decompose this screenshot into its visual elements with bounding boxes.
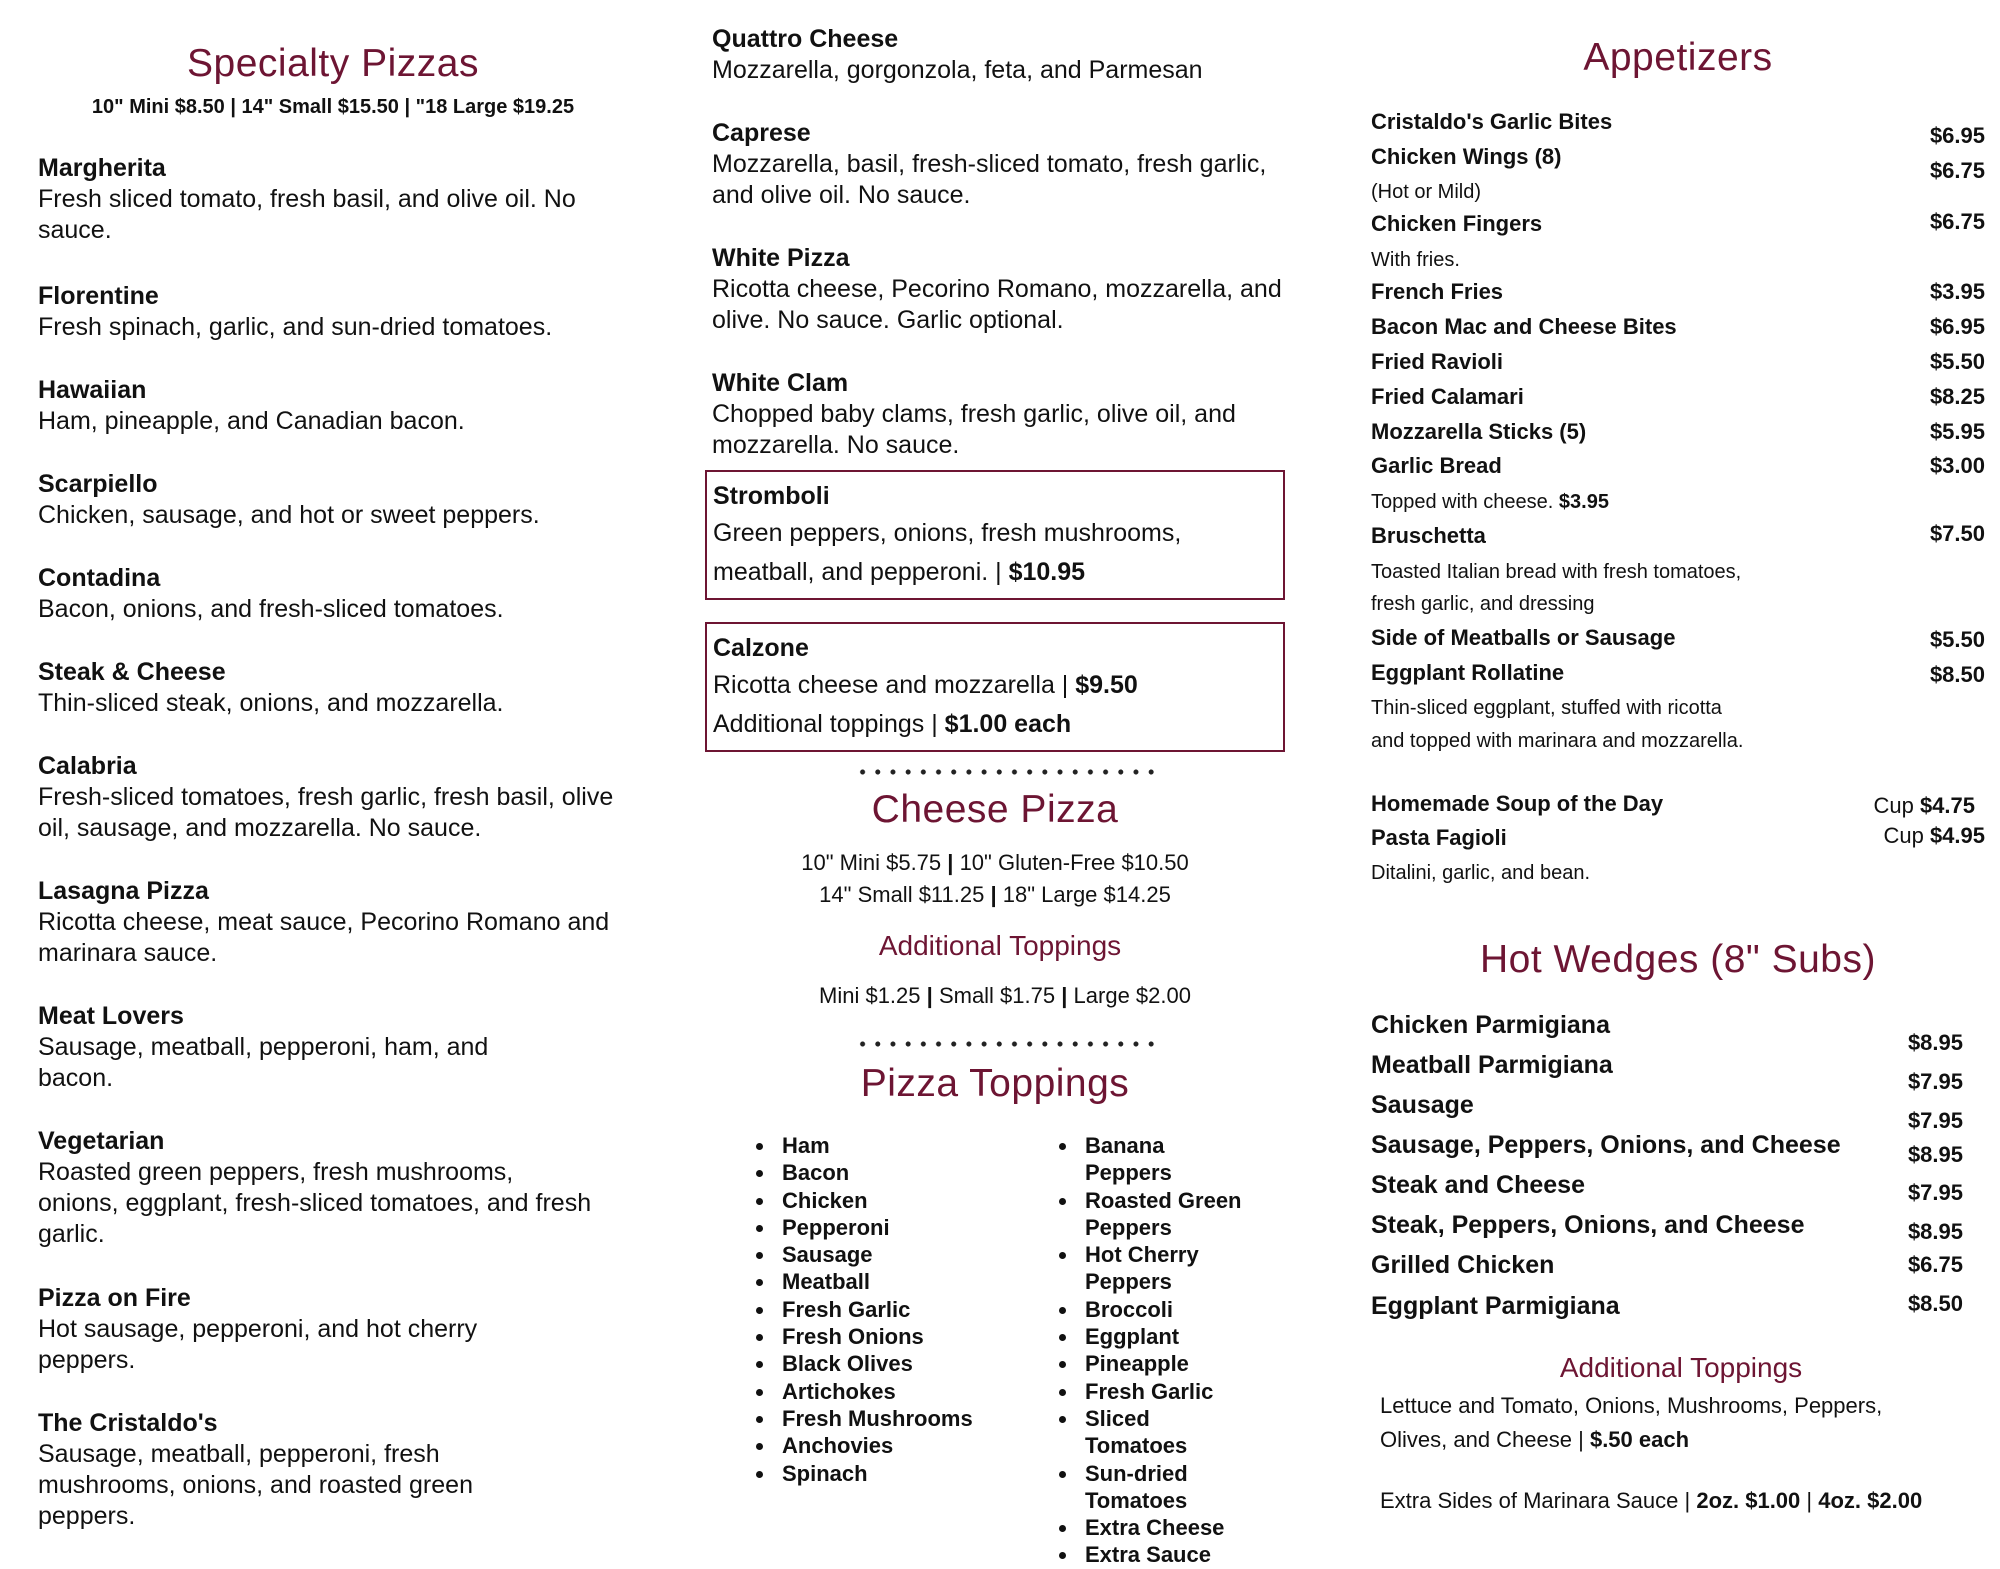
pizza-desc: Fresh spinach, garlic, and sun-dried tomatoes. (38, 313, 553, 341)
list-item: Fresh Onions (752, 1323, 1012, 1350)
pizza-desc: Chopped baby clams, fresh garlic, olive oil, and mozzarella. No sauce. (712, 400, 1236, 459)
appetizer-row (1371, 348, 1985, 376)
appetizer-price: $6.95 (1929, 314, 1985, 339)
pizza-name: Lasagna Pizza (38, 877, 209, 905)
wedge-price: $7.95 (1907, 1108, 1963, 1133)
list-item: Fresh Garlic (1055, 1378, 1255, 1405)
separator: | (1806, 1488, 1813, 1513)
pizza-desc: Bacon, onions, and fresh-sliced tomatoes. (38, 595, 504, 623)
wedge-row (1371, 1010, 1981, 1055)
list-item: Artichokes (752, 1378, 1012, 1405)
toppings-list-left (752, 1132, 1012, 1487)
wedges-additional-text: Olives, and Cheese | (1380, 1427, 1584, 1452)
fagioli-prefix: Cup (1883, 823, 1924, 848)
wedge-row (1371, 1250, 1981, 1280)
appetizer-row (1371, 313, 1985, 341)
list-item: Fresh Mushrooms (752, 1405, 1012, 1432)
pizza-name: Florentine (38, 282, 159, 310)
cheese-pizza-sizes-1 (705, 850, 1285, 876)
appetizer-name: Chicken Fingers (1371, 211, 1543, 236)
list-item: Ham (752, 1132, 1012, 1159)
list-item: Sun-dried Tomatoes (1055, 1460, 1255, 1515)
pizza-desc: Mozzarella, basil, fresh-sliced tomato, fresh garlic, and olive oil. No sauce. (712, 150, 1267, 209)
wedge-price: $7.95 (1907, 1180, 1963, 1205)
appetizer-price: $8.50 (1929, 662, 1985, 687)
wedge-name: Chicken Parmigiana (1371, 1011, 1610, 1039)
topping-mini-price: Mini $1.25 (819, 983, 921, 1008)
list-item: Meatball (752, 1268, 1012, 1295)
pizza-item (38, 1283, 628, 1376)
marinara-text: Extra Sides of Marinara Sauce | (1380, 1488, 1691, 1513)
specialty-title: Specialty Pizzas (187, 42, 479, 85)
pizza-item (38, 1001, 628, 1094)
pizza-item (38, 657, 628, 719)
dot-divider (855, 768, 1160, 776)
appetizer-note: Toasted Italian bread with fresh tomatoes, (1371, 561, 1742, 583)
wedges-title: Hot Wedges (8" Subs) (1480, 938, 1876, 981)
list-item: Chicken (752, 1187, 1012, 1214)
list-item: Banana Peppers (1055, 1132, 1255, 1187)
list-item: Eggplant (1055, 1323, 1255, 1350)
pizza-name: Calabria (38, 752, 137, 780)
marinara-extra-line (1380, 1488, 1922, 1514)
fagioli-name: Pasta Fagioli (1371, 825, 1507, 850)
pizza-desc: Ham, pineapple, and Canadian bacon. (38, 407, 465, 435)
list-item: Bacon (752, 1159, 1012, 1186)
wedge-name: Grilled Chicken (1371, 1251, 1555, 1279)
wedge-row (1371, 1210, 1981, 1244)
calzone-line1 (713, 666, 1277, 705)
wedge-row (1371, 1090, 1981, 1133)
stromboli-desc (713, 514, 1253, 592)
soup-price (1873, 792, 1975, 820)
specialty-sizes: 10" Mini $8.50 | 14" Small $15.50 | "18 Large $19.25 (91, 96, 575, 118)
appetizer-row (1371, 143, 1985, 183)
appetizer-name: Eggplant Rollatine (1371, 660, 1565, 685)
appetizer-price: $5.50 (1929, 349, 1985, 374)
list-item: Extra Cheese (1055, 1514, 1255, 1541)
marinara-2oz-price: 2oz. $1.00 (1696, 1488, 1801, 1513)
wedge-name: Sausage, Peppers, Onions, and Cheese (1371, 1131, 1841, 1159)
appetizer-row (1371, 278, 1985, 306)
soup-prefix: Cup (1873, 793, 1914, 818)
wedge-row (1371, 1130, 1981, 1167)
pizza-item (38, 1126, 628, 1250)
pizza-name: Scarpiello (38, 470, 158, 498)
pizza-desc: Thin-sliced steak, onions, and mozzarella. (38, 689, 504, 717)
pizza-item (712, 118, 1302, 211)
pizza-name: Pizza on Fire (38, 1284, 191, 1312)
pizza-desc: Sausage, meatball, pepperoni, fresh mushrooms, onions, and roasted green peppers. (38, 1440, 473, 1530)
cheese-additional-toppings-prices (705, 983, 1305, 1009)
calzone-box (705, 622, 1285, 752)
pizza-item (38, 1408, 628, 1532)
appetizer-price: $5.95 (1929, 419, 1985, 444)
dot-divider (855, 1040, 1160, 1048)
wedges-additional-line2 (1380, 1427, 1689, 1453)
fagioli-row (1371, 824, 1985, 852)
pizza-desc: Sausage, meatball, pepperoni, ham, and bacon. (38, 1033, 489, 1092)
pizza-desc: Chicken, sausage, and hot or sweet peppers. (38, 501, 540, 529)
appetizers-title: Appetizers (1583, 36, 1773, 79)
appetizer-row (1371, 383, 1985, 411)
pizza-item (38, 563, 628, 625)
stromboli-price: $10.95 (1008, 558, 1086, 586)
wedge-row (1371, 1050, 1981, 1094)
soup-row (1371, 790, 1985, 818)
wedge-name: Sausage (1371, 1091, 1474, 1119)
list-item: Spinach (752, 1460, 1012, 1487)
pizza-item (38, 375, 628, 437)
appetizer-name: Mozzarella Sticks (5) (1371, 419, 1587, 444)
appetizer-price: $6.75 (1929, 158, 1985, 183)
pizza-name: White Pizza (712, 244, 850, 272)
pizza-item (38, 281, 628, 343)
wedge-price: $8.95 (1907, 1030, 1963, 1055)
appetizer-name: Fried Ravioli (1371, 349, 1504, 374)
appetizer-price: $3.00 (1929, 453, 1985, 478)
stromboli-box (705, 470, 1285, 600)
list-item: Hot Cherry Peppers (1055, 1241, 1255, 1296)
topping-small-price: Small $1.75 (938, 983, 1056, 1008)
separator: | (990, 882, 997, 907)
pizza-desc: Hot sausage, pepperoni, and hot cherry peppers. (38, 1315, 478, 1374)
appetizer-price: $8.25 (1929, 384, 1985, 409)
appetizer-note: (Hot or Mild) (1371, 181, 1482, 203)
appetizer-price: $6.75 (1929, 209, 1985, 234)
appetizer-note-price: $3.95 (1558, 491, 1609, 513)
separator: | (1061, 983, 1068, 1008)
list-item: Sliced Tomatoes (1055, 1405, 1255, 1460)
calzone-line2 (713, 705, 1277, 744)
wedge-price: $8.95 (1907, 1142, 1963, 1167)
pizza-item (38, 469, 628, 531)
pizza-desc: Roasted green peppers, fresh mushrooms, onions, eggplant, fresh-sliced tomatoes, and fresh garlic. (38, 1158, 592, 1248)
calzone-toppings-price: $1.00 each (944, 710, 1072, 738)
appetizer-note-text: Topped with cheese. (1371, 491, 1554, 513)
wedges-additional-line1: Lettuce and Tomato, Onions, Mushrooms, Peppers, (1380, 1393, 1883, 1418)
appetizer-row (1371, 522, 1985, 550)
pizza-desc: Fresh sliced tomato, fresh basil, and olive oil. No sauce. (38, 185, 576, 244)
toppings-list-right (1055, 1132, 1255, 1569)
separator: | (947, 850, 954, 875)
wedge-name: Steak and Cheese (1371, 1171, 1585, 1199)
cheese-pizza-title: Cheese Pizza (871, 788, 1119, 831)
pizza-desc: Fresh-sliced tomatoes, fresh garlic, fresh basil, olive oil, sausage, and mozzarella. No sauce. (38, 783, 614, 842)
appetizer-name: Garlic Bread (1371, 453, 1502, 478)
stromboli-name: Stromboli (713, 482, 830, 510)
list-item: Anchovies (752, 1432, 1012, 1459)
list-item: Fresh Garlic (752, 1296, 1012, 1323)
appetizer-name: Bruschetta (1371, 523, 1486, 548)
appetizer-row (1371, 452, 1985, 480)
calzone-price: $9.50 (1075, 671, 1138, 699)
calzone-name: Calzone (713, 634, 809, 662)
appetizer-row (1371, 108, 1985, 148)
wedge-price: $8.95 (1907, 1219, 1963, 1244)
list-item: Black Olives (752, 1350, 1012, 1377)
pizza-name: Caprese (712, 119, 811, 147)
pizza-name: White Clam (712, 369, 849, 397)
cheese-additional-toppings-title: Additional Toppings (878, 930, 1122, 961)
appetizer-name: Bacon Mac and Cheese Bites (1371, 314, 1677, 339)
appetizer-price: $3.95 (1929, 279, 1985, 304)
fagioli-price-value: $4.95 (1929, 823, 1985, 848)
wedge-price: $7.95 (1907, 1069, 1963, 1094)
appetizer-row (1371, 624, 1985, 652)
appetizer-row (1371, 418, 1985, 446)
list-item: Extra Sauce (1055, 1541, 1255, 1568)
pizza-item (712, 368, 1302, 461)
topping-large-price: Large $2.00 (1073, 983, 1191, 1008)
wedges-additional-toppings-title: Additional Toppings (1559, 1352, 1803, 1383)
stromboli-desc-text: Green peppers, onions, fresh mushrooms, meatball, and pepperoni. | (713, 519, 1182, 586)
marinara-4oz-price: 4oz. $2.00 (1818, 1488, 1923, 1513)
appetizer-name: Chicken Wings (8) (1371, 144, 1562, 169)
pizza-name: Meat Lovers (38, 1002, 184, 1030)
wedge-name: Steak, Peppers, Onions, and Cheese (1371, 1211, 1805, 1239)
pizza-desc: Ricotta cheese, meat sauce, Pecorino Romano and marinara sauce. (38, 908, 610, 967)
pizza-name: The Cristaldo's (38, 1409, 218, 1437)
fagioli-note: Ditalini, garlic, and bean. (1371, 862, 1591, 884)
wedge-row (1371, 1170, 1981, 1205)
list-item: Roasted Green Peppers (1055, 1187, 1255, 1242)
soup-price-value: $4.75 (1919, 793, 1975, 818)
calzone-desc: Ricotta cheese and mozzarella | (713, 671, 1069, 699)
pizza-toppings-title: Pizza Toppings (860, 1062, 1130, 1105)
appetizer-note: fresh garlic, and dressing (1371, 593, 1595, 615)
appetizer-note: and topped with marinara and mozzarella. (1371, 730, 1744, 752)
list-item: Pepperoni (752, 1214, 1012, 1241)
cheese-mini-price: 10" Mini $5.75 (801, 850, 942, 875)
pizza-name: Margherita (38, 154, 166, 182)
appetizer-name: Side of Meatballs or Sausage (1371, 625, 1676, 650)
pizza-name: Steak & Cheese (38, 658, 226, 686)
wedge-name: Meatball Parmigiana (1371, 1051, 1613, 1079)
pizza-desc: Mozzarella, gorgonzola, feta, and Parmesan (712, 56, 1203, 84)
appetizer-note (1371, 486, 1609, 518)
pizza-item (38, 751, 628, 844)
appetizer-row (1371, 210, 1985, 238)
appetizer-name: Fried Calamari (1371, 384, 1524, 409)
pizza-name: Contadina (38, 564, 161, 592)
wedge-row (1371, 1291, 1981, 1321)
fagioli-price (1883, 822, 1985, 850)
cheese-large-price: 18" Large $14.25 (1002, 882, 1171, 907)
appetizer-price: $7.50 (1929, 521, 1985, 546)
wedges-additional-price: $.50 each (1589, 1427, 1690, 1452)
wedge-price: $8.50 (1907, 1291, 1963, 1316)
pizza-name: Quattro Cheese (712, 25, 899, 53)
pizza-item (38, 876, 628, 969)
appetizer-name: Cristaldo's Garlic Bites (1371, 109, 1613, 134)
soup-name: Homemade Soup of the Day (1371, 791, 1664, 816)
wedge-price: $6.75 (1907, 1252, 1963, 1277)
pizza-name: Vegetarian (38, 1127, 165, 1155)
cheese-small-price: 14" Small $11.25 (819, 882, 985, 907)
pizza-desc: Ricotta cheese, Pecorino Romano, mozzarella, and olive. No sauce. Garlic optional. (712, 275, 1282, 334)
appetizer-price: $5.50 (1929, 627, 1985, 652)
pizza-name: Hawaiian (38, 376, 147, 404)
pizza-item (712, 243, 1302, 336)
cheese-gluten-free-price: 10" Gluten-Free $10.50 (959, 850, 1189, 875)
wedge-name: Eggplant Parmigiana (1371, 1292, 1620, 1320)
calzone-toppings-desc: Additional toppings | (713, 710, 938, 738)
cheese-pizza-sizes-2 (705, 882, 1285, 908)
pizza-item (712, 24, 1302, 86)
list-item: Pineapple (1055, 1350, 1255, 1377)
list-item: Broccoli (1055, 1296, 1255, 1323)
separator: | (926, 983, 933, 1008)
appetizer-name: French Fries (1371, 279, 1504, 304)
appetizer-price: $6.95 (1929, 123, 1985, 148)
list-item: Sausage (752, 1241, 1012, 1268)
appetizer-note: Thin-sliced eggplant, stuffed with ricotta (1371, 697, 1722, 719)
appetizer-row (1371, 659, 1985, 687)
appetizer-note: With fries. (1371, 249, 1460, 271)
pizza-item (38, 153, 628, 246)
